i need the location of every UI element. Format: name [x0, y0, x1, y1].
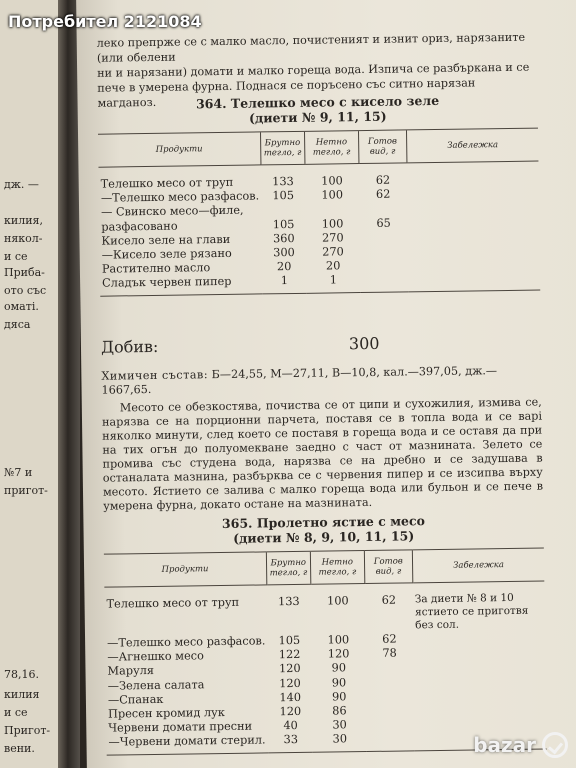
left-page-fragment: №7 и — [4, 466, 33, 479]
left-page-fragment: оматі. — [4, 300, 39, 313]
left-page-fragment: 78,16. — [4, 668, 39, 681]
right-page — [76, 0, 576, 768]
left-page-fragment: пригот- — [4, 484, 48, 497]
cell-ready — [360, 259, 408, 274]
cell-net: 100 — [321, 216, 344, 231]
cell-gross: 105 — [272, 217, 295, 231]
left-page-fragment: вени. — [4, 742, 35, 755]
recipe-diets: (диети № 9, 11, 15) — [248, 108, 387, 126]
cell-name: —Червени домати стерил. — [106, 734, 269, 755]
ingredients-table — [98, 128, 540, 297]
cell-gross: 300 — [273, 245, 295, 260]
cell-net: 30 — [313, 732, 367, 751]
cell-net — [305, 202, 359, 217]
watermark-text: bazar — [473, 733, 536, 757]
col-header-gross: Брутно тегло, г — [266, 551, 310, 585]
col-header-note: Забележка — [412, 548, 544, 583]
cell-gross: 105 — [278, 633, 301, 648]
chemical-composition — [101, 364, 541, 398]
cell-name: Сладък червен пипер — [100, 275, 263, 296]
cell-net: 90 — [331, 690, 347, 704]
left-page-fragment: дж. — — [4, 178, 39, 191]
cell-note — [408, 271, 540, 292]
cell-ready: 62 — [375, 173, 391, 187]
col-header-gross: Брутно тегло, г — [260, 131, 304, 165]
cell-gross: 1 — [262, 274, 306, 293]
cell-ready — [366, 675, 414, 690]
left-page-fragment: килия — [4, 688, 40, 701]
cell-ready — [367, 718, 415, 733]
recipe-diets: (диети № 8, 9, 10, 11, 15) — [233, 528, 415, 546]
col-header-net: Нетно тегло, г — [304, 131, 358, 165]
cell-net: 1 — [306, 273, 360, 292]
cell-name: —Агнешко месо — [107, 649, 204, 664]
cell-gross: 105 — [272, 189, 295, 203]
intro-line: леко препрже се с малко масло, почистеният и изнит ориз, нарязаните (или обелени — [96, 30, 526, 65]
cell-name: Пресен кромид лук — [108, 706, 225, 721]
cell-ready — [367, 732, 415, 751]
cell-ready — [366, 689, 414, 704]
cell-gross: 120 — [279, 704, 302, 719]
cell-gross: 120 — [278, 662, 301, 676]
yield-label: Добив: — [100, 336, 159, 357]
left-page-fragment: и се — [4, 250, 28, 263]
left-page-fragment: някол- — [4, 232, 43, 245]
cell-ready: 62 — [381, 593, 397, 607]
cell-gross: 133 — [272, 174, 294, 189]
cell-net: 90 — [331, 661, 347, 675]
cell-name: Кисело зеле на глави — [101, 232, 231, 248]
cell-gross: 360 — [272, 231, 295, 246]
cell-note: За диети № 8 и 10 ястието се приготвя без сол. — [414, 591, 529, 632]
left-page-fragment: ото със — [4, 284, 47, 297]
cell-gross: 20 — [276, 260, 292, 274]
cell-name: — Свинско месо—филе, — [101, 204, 244, 220]
recipe-364 — [98, 92, 541, 297]
col-header-net: Нетно тегло, г — [310, 551, 364, 585]
cell-gross: 140 — [279, 690, 302, 705]
col-header-products: Продукти — [104, 552, 267, 587]
cell-ready — [359, 202, 407, 217]
cell-name: —Спанак — [107, 692, 164, 707]
left-page-text — [0, 0, 60, 768]
cell-gross: 40 — [283, 719, 298, 733]
cell-net: 86 — [332, 704, 347, 718]
cell-ready — [366, 703, 414, 718]
cell-net: 100 — [321, 174, 343, 188]
cell-gross: 133 — [278, 594, 300, 609]
method-paragraph — [102, 396, 544, 514]
recipe-365 — [103, 512, 546, 756]
col-header-ready: Готов вид, г — [358, 130, 406, 164]
watermark — [473, 732, 568, 758]
cell-net: 100 — [326, 594, 349, 608]
cell-ready: 65 — [376, 216, 391, 230]
cell-net: 100 — [327, 633, 350, 647]
cell-name: Растително масло — [101, 261, 211, 276]
cell-name: Телешко месо от труп — [100, 175, 234, 191]
cell-note — [407, 161, 539, 188]
cell-gross: 122 — [278, 648, 301, 662]
cell-net: 20 — [325, 259, 341, 273]
cell-name: —Телешко месо разфасов. — [107, 634, 266, 650]
left-page-fragment: и се — [4, 706, 28, 719]
col-header-products: Продукти — [98, 132, 261, 167]
cell-name: Маруля — [107, 664, 155, 679]
book-gutter — [58, 0, 80, 768]
cell-ready — [360, 244, 408, 259]
yield-value: 300 — [348, 333, 380, 354]
cell-gross — [261, 203, 305, 218]
table-row — [104, 581, 545, 637]
yield-row — [101, 332, 541, 357]
cell-net: 30 — [332, 718, 347, 732]
col-header-ready: Готов вид, г — [364, 550, 412, 584]
cell-net: 90 — [331, 675, 347, 690]
intro-line: ни и нарязани) домати и малко гореща вода. Изпича се разбъркана и се — [97, 60, 530, 80]
cell-ready — [366, 661, 414, 676]
cell-ready — [360, 230, 408, 245]
recipe-title: 365. Пролетно ястие с месо — [221, 513, 426, 532]
cell-ready: 78 — [382, 646, 397, 660]
left-page-fragment: килия, — [4, 214, 43, 227]
cell-net: 270 — [321, 231, 344, 245]
left-page-fragment: Прибa- — [4, 266, 45, 279]
cell-gross: 33 — [269, 733, 313, 752]
cell-ready: 62 — [382, 632, 397, 646]
cell-ready — [360, 273, 408, 292]
chem-label: Химичен състав: — [101, 368, 209, 383]
checkmark-logo-icon — [542, 732, 568, 758]
chem-values: Б—24,55, М—27,11, В—10,8, кал.—397,05, дж.—1667,65. — [101, 364, 498, 397]
cell-name: разфасовано — [101, 219, 178, 234]
cell-gross: 120 — [279, 676, 301, 690]
cell-name: Телешко месо от труп — [106, 595, 240, 611]
left-page-fragment: Пригот- — [4, 724, 51, 737]
seller-label: Потребител 2121084 — [8, 12, 202, 31]
recipe-title: 364. Телешко месо с кисело зеле — [195, 92, 440, 112]
cell-name: —Зелена салата — [107, 677, 205, 693]
cell-name: Червени домати пресни — [108, 719, 253, 735]
cell-net: 120 — [327, 647, 350, 661]
method-text: Месото се обезкостява, почиства се от ципи и сухожилия, измива се, нарязва се на порционни парчета, поставя се в топла вода и се варі няколко минути, след което се поставя в гореща вода и се оставя да при на тих огън до полуомекване заедно с част от мазнината. Зелето се промива със студена вода, нарязва се на дребно и се задушава в останалата мазнина, разбърква се с червения пипер и се изсипва върху месото. Ястието се залива с малко гореща вода или бульон и се пече в умерена фурна, докато остане на мазнината. — [101, 395, 544, 513]
cell-name: —Телешко месо разфасов. — [100, 189, 260, 205]
left-page-fragment: дяса — [4, 318, 31, 331]
ingredients-table — [104, 548, 547, 756]
cell-name: —Кисело зеле рязано — [101, 246, 232, 262]
cell-net: 270 — [322, 245, 344, 259]
cell-ready: 62 — [375, 187, 391, 202]
col-header-note: Забележка — [406, 128, 538, 163]
cell-net: 100 — [321, 188, 344, 202]
intro-line: пече в умерена фурна. Поднася се поръсено със ситно нарязан магданоз. — [97, 76, 476, 110]
